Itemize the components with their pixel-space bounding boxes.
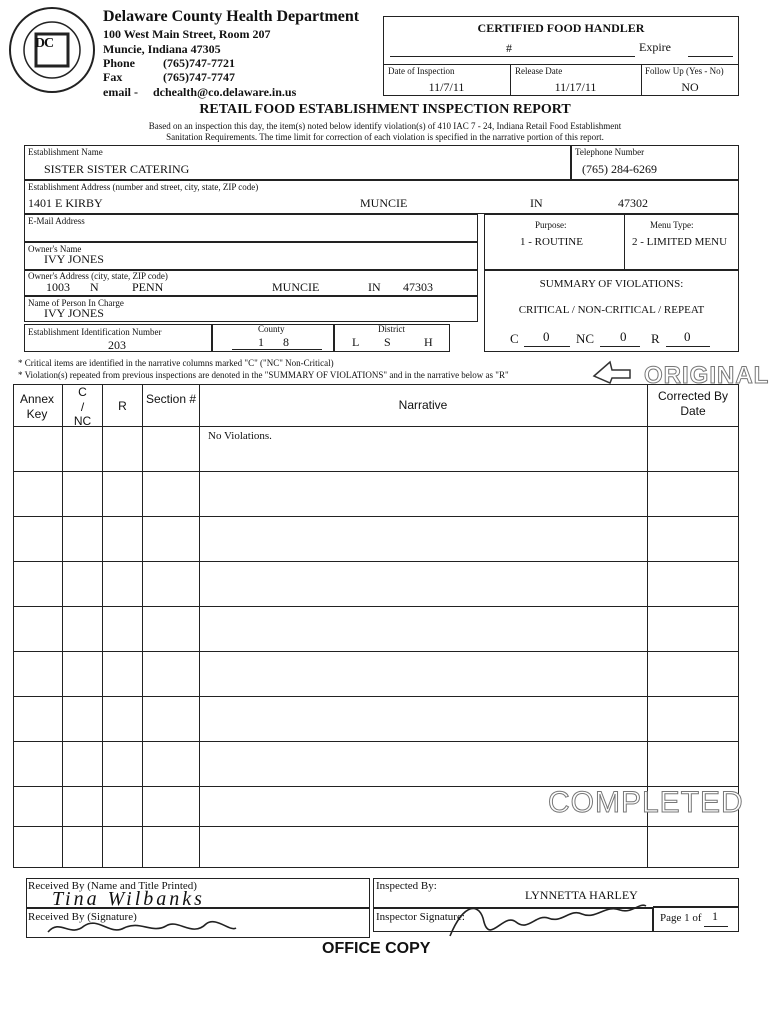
inspector-sig-label: Inspector Signature: — [376, 911, 465, 923]
table-row — [13, 741, 739, 742]
inspected-by-label: Inspected By: — [376, 880, 437, 892]
table-row — [13, 606, 739, 607]
district-label: District — [378, 324, 405, 334]
table-row — [13, 826, 739, 827]
col-narrative: Narrative — [398, 398, 448, 412]
county-digit-2: 8 — [283, 335, 289, 349]
department-street: 100 West Main Street, Room 207 — [103, 27, 271, 41]
follow-up-label: Follow Up (Yes - No) — [645, 66, 724, 76]
summary-r-label: R — [651, 331, 660, 346]
telephone-number: (765) 284-6269 — [582, 162, 657, 176]
establishment-state: IN — [530, 196, 543, 210]
department-city: Muncie, Indiana 47305 — [103, 42, 221, 56]
seal-letters: DC — [34, 36, 54, 51]
email-box — [24, 214, 478, 242]
table-row — [13, 516, 739, 517]
col-annex-key: Annex Key — [19, 392, 55, 421]
col-r: R — [118, 399, 127, 413]
received-by-name: Tina Wilbanks — [52, 888, 205, 910]
office-copy-stamp: OFFICE COPY — [322, 940, 431, 957]
department-name: Delaware County Health Department — [103, 8, 360, 25]
col-section: Section # — [145, 392, 197, 406]
establishment-city: MUNCIE — [360, 196, 408, 210]
col-slash: / — [80, 400, 85, 414]
follow-up-value: NO — [681, 80, 699, 94]
department-email: dchealth@co.delaware.in.us — [153, 85, 297, 99]
purpose-value: 1 - ROUTINE — [520, 236, 583, 248]
inspector-name: LYNNETTA HARLEY — [525, 888, 638, 902]
col-nc: NC — [73, 414, 92, 428]
col-corrected-by-date: Corrected By Date — [657, 389, 729, 418]
summary-title: SUMMARY OF VIOLATIONS: — [539, 278, 684, 290]
owner-name: IVY JONES — [44, 252, 104, 266]
county-digit-1: 1 — [258, 335, 264, 349]
phone-label: Phone — [103, 56, 136, 70]
summary-c-value: 0 — [543, 329, 550, 344]
summary-r-value: 0 — [684, 329, 691, 344]
establishment-zip: 47302 — [618, 196, 648, 210]
telephone-label: Telephone Number — [575, 147, 645, 157]
owner-zip: 47303 — [403, 280, 433, 294]
owner-address-label: Owner's Address (city, state, ZIP code) — [28, 271, 168, 281]
release-date-label: Release Date — [515, 66, 563, 76]
original-stamp: ORIGINAL — [644, 362, 770, 389]
person-in-charge: IVY JONES — [44, 306, 104, 320]
page-total: 1 — [712, 909, 718, 923]
department-fax: (765)747-7747 — [163, 70, 235, 84]
owner-street-number: 1003 — [46, 280, 70, 294]
table-row — [13, 696, 739, 697]
owner-name-label: Owner's Name — [28, 244, 82, 254]
purpose-label: Purpose: — [535, 220, 567, 230]
menu-type-label: Menu Type: — [650, 220, 694, 230]
cert-number-label: # — [506, 41, 512, 55]
owner-street-dir: N — [90, 280, 99, 294]
establishment-name-label: Establishment Name — [28, 147, 103, 157]
department-phone: (765)747-7721 — [163, 56, 235, 70]
received-by-label: Received By (Name and Title Printed) — [28, 880, 197, 892]
email-label: email - — [103, 85, 138, 99]
note-repeat: * Violation(s) repeated from previous inspections are denoted in the "SUMMARY OF VIOLATIONS" and in the narrative below as "R" — [18, 370, 509, 380]
inspection-date: 11/7/11 — [428, 80, 465, 94]
narrative-first-row: No Violations. — [208, 430, 272, 442]
hand-arrow-icon — [590, 356, 634, 384]
county-label: County — [258, 324, 285, 334]
owner-city: MUNCIE — [272, 280, 320, 294]
establishment-id-label: Establishment Identification Number — [28, 327, 162, 337]
summary-nc-label: NC — [576, 331, 595, 346]
establishment-name: SISTER SISTER CATERING — [44, 162, 190, 176]
person-in-charge-label: Name of Person In Charge — [28, 298, 124, 308]
summary-subtitle: CRITICAL / NON-CRITICAL / REPEAT — [518, 304, 705, 316]
menu-type-value: 2 - LIMITED MENU — [632, 236, 728, 248]
completed-stamp: COMPLETED — [548, 786, 744, 819]
release-date: 11/17/11 — [554, 80, 597, 94]
report-intro-1: Based on an inspection this day, the item(s) noted below identify violation(s) of 410 IAC 7 - 24, Indiana Retail Food Establishment — [148, 121, 622, 131]
inspector-signature-icon — [440, 896, 650, 950]
col-c: C — [78, 385, 87, 399]
owner-state: IN — [368, 280, 381, 294]
summary-nc-value: 0 — [620, 329, 627, 344]
cert-title: CERTIFIED FOOD HANDLER — [477, 21, 645, 35]
establishment-street: 1401 E KIRBY — [28, 196, 103, 210]
received-signature-icon — [40, 912, 240, 942]
owner-street: PENN — [132, 280, 164, 294]
report-title: RETAIL FOOD ESTABLISHMENT INSPECTION REPORT — [199, 102, 571, 117]
table-row — [13, 561, 739, 562]
note-critical: * Critical items are identified in the narrative columns marked "C" ("NC" Non-Critical) — [18, 358, 334, 368]
establishment-id: 203 — [108, 338, 126, 352]
district-h: H — [424, 335, 433, 349]
inspection-date-label: Date of Inspection — [388, 66, 455, 76]
email-field-label: E-Mail Address — [28, 216, 85, 226]
table-row — [13, 651, 739, 652]
summary-c-label: C — [510, 331, 519, 346]
cert-expire-label: Expire — [639, 40, 671, 54]
report-intro-2: Sanitation Requirements. The time limit for correction of each violation is specified in the narrative portion of this report. — [166, 132, 604, 142]
district-s: S — [384, 335, 391, 349]
fax-label: Fax — [103, 70, 123, 84]
page-label: Page 1 of — [660, 912, 702, 924]
received-sig-label: Received By (Signature) — [28, 911, 137, 923]
district-l: L — [352, 335, 360, 349]
address-label: Establishment Address (number and street, city, state, ZIP code) — [28, 182, 259, 192]
table-row — [13, 471, 739, 472]
